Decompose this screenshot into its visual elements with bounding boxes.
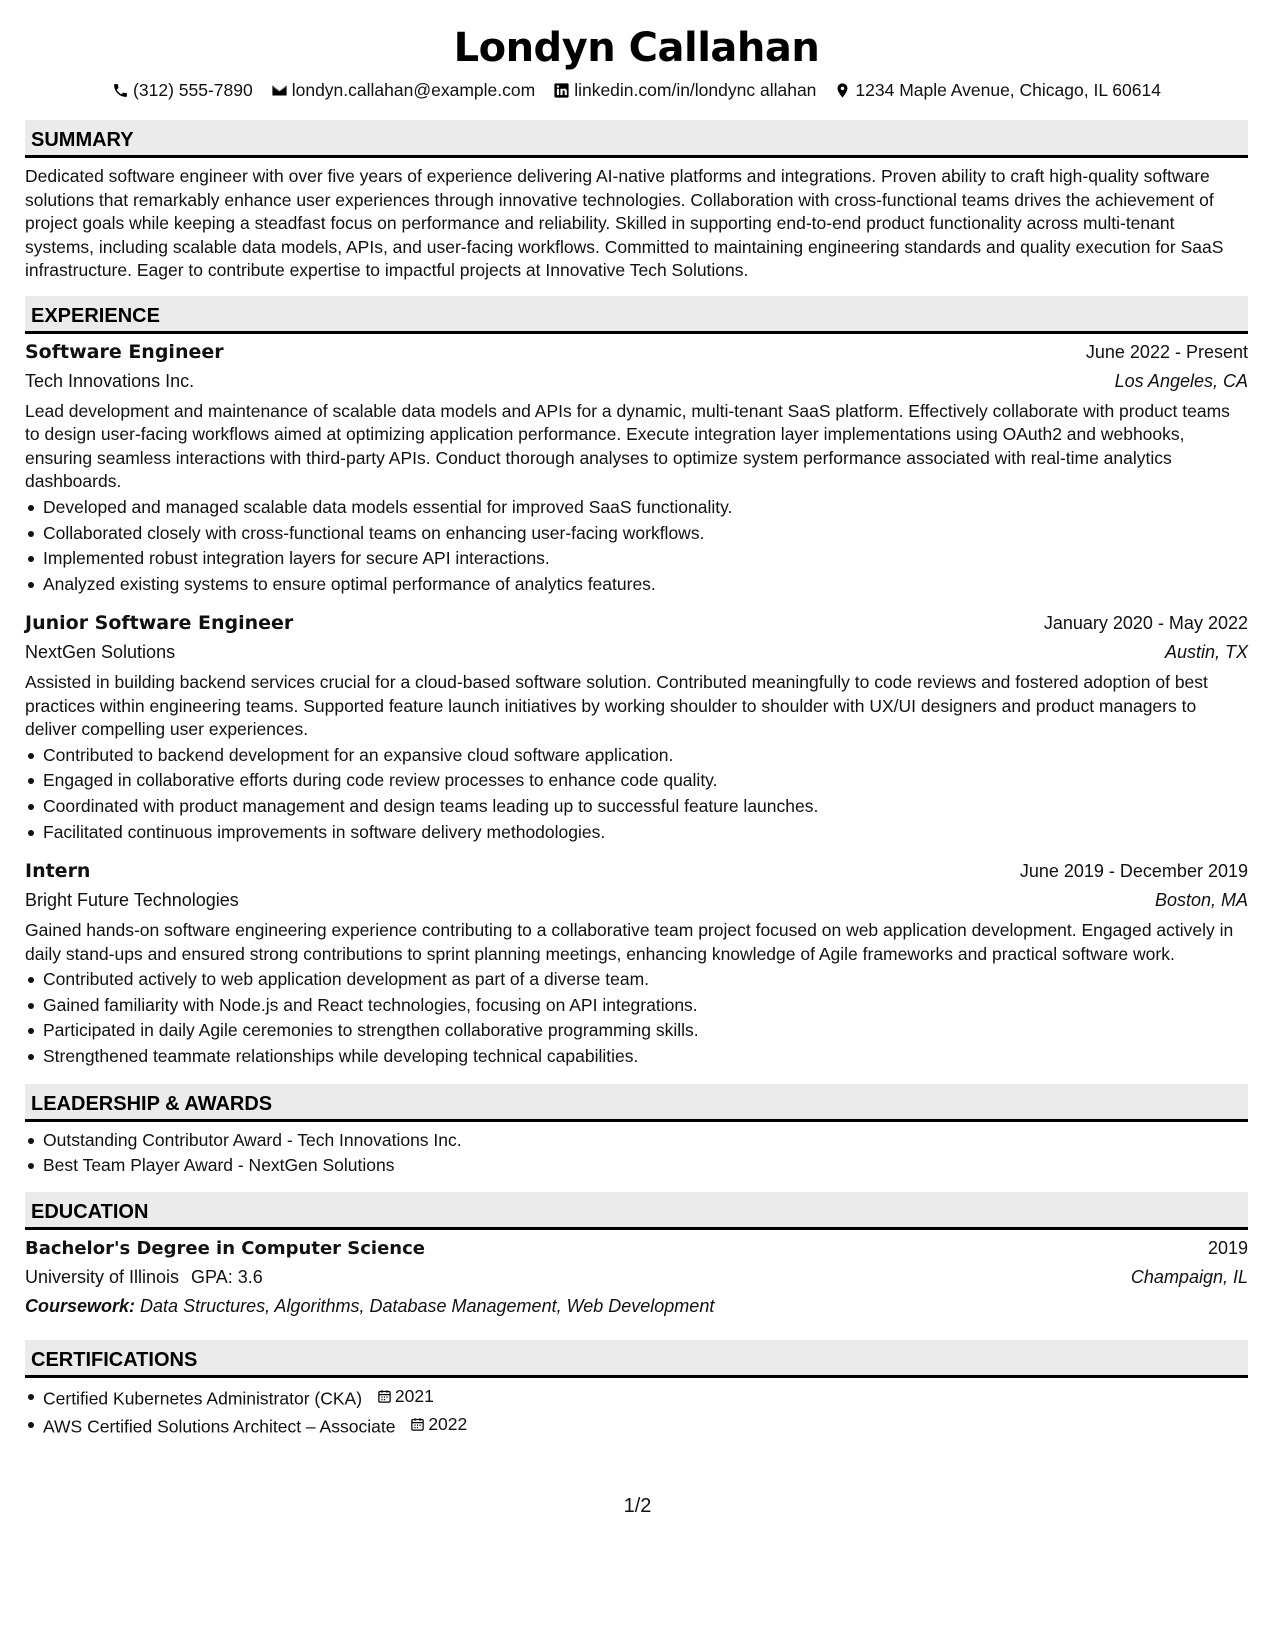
job-location: Los Angeles, CA: [1114, 370, 1248, 391]
calendar-icon: [410, 1417, 425, 1432]
contact-email[interactable]: [271, 78, 535, 102]
list-item: Outstanding Contributor Award - Tech Innovations Inc.: [25, 1128, 1248, 1154]
section-title: LEADERSHIP & AWARDS: [25, 1084, 1248, 1122]
cert-name: Certified Kubernetes Administrator (CKA): [43, 1388, 363, 1409]
job-description: Assisted in building backend services crucial for a cloud-based software solution. Contributed meaningfully to code reviews and fostered adoption of best practices within engineering teams. Supported feature launch initiatives by working shoulder to shoulder with UX/UI designers and product managers to deliver compelling user experiences.: [25, 672, 1208, 740]
linkedin-icon: [553, 82, 570, 99]
envelope-icon: [271, 82, 288, 99]
contact-bar: [25, 78, 1248, 102]
phone-text: (312) 555-7890: [133, 80, 253, 100]
contact-address: [834, 78, 1161, 102]
list-item: Engaged in collaborative efforts during code review processes to enhance code quality.: [25, 768, 1248, 794]
graduation-year: 2019: [1207, 1237, 1248, 1258]
list-item: Gained familiarity with Node.js and React technologies, focusing on API integrations.: [25, 993, 1248, 1019]
leadership-section: [25, 1084, 1248, 1179]
job-location: Austin, TX: [1164, 642, 1248, 663]
list-item: [25, 1412, 1248, 1440]
experience-list: [25, 334, 1248, 1070]
job-description: Gained hands-on software engineering experience contributing to a collaborative team project focused on web application development. Engaged actively in daily stand-ups and ensured strong contributions to sprint planning meetings, enhancing knowledge of Agile frameworks and practical software work.: [25, 920, 1234, 964]
section-title: SUMMARY: [25, 120, 1248, 158]
section-title: CERTIFICATIONS: [25, 1340, 1248, 1378]
education-entry: [25, 1230, 1248, 1321]
school-location: Champaign, IL: [1130, 1266, 1248, 1287]
coursework-label: Coursework:: [25, 1295, 136, 1316]
cert-name: AWS Certified Solutions Architect – Associate: [43, 1415, 396, 1436]
job-dates: June 2022 - Present: [1085, 341, 1248, 362]
summary-text: Dedicated software engineer with over five years of experience delivering AI-native platforms and integrations. Proven ability to craft high-quality software solutions that remarkably enhance user experiences through innovative technologies. Collaboration with cross-functional teams drives the achievement of project goals while keeping a steadfast focus on performance and reliability. Skilled in supporting end-to-end product functionality across multi-tenant systems, including scalable data models, APIs, and user-facing workflows. Committed to maintaining engineering standards and quality execution for SaaS infrastructure. Eager to contribute expertise to impactful projects at Innovative Tech Solutions.: [25, 166, 1224, 281]
summary-section: [25, 120, 1248, 283]
list-item: Coordinated with product management and design teams leading up to successful feature launches.: [25, 794, 1248, 820]
company-name: Bright Future Technologies: [25, 890, 239, 911]
job-title: Junior Software Engineer: [25, 612, 294, 635]
phone-icon: [112, 82, 129, 99]
list-item: [25, 1384, 1248, 1412]
candidate-name: Londyn Callahan: [453, 25, 820, 71]
list-item: Facilitated continuous improvements in software delivery methodologies.: [25, 820, 1248, 846]
certifications-list: [25, 1379, 1248, 1440]
list-item: Implemented robust integration layers for secure API interactions.: [25, 546, 1248, 572]
job-location: Boston, MA: [1154, 890, 1248, 911]
degree-name: Bachelor's Degree in Computer Science: [25, 1237, 425, 1259]
calendar-icon: [377, 1389, 392, 1404]
section-title: EDUCATION: [25, 1192, 1248, 1230]
job-title: Intern: [25, 860, 91, 883]
job-description: Lead development and maintenance of scalable data models and APIs for a dynamic, multi-tenant SaaS platform. Effectively collaborate with product teams to design user-facing workflows aimed at optimizing application performance. Execute integration layer implementations using OAuth2 and webhooks, ensuring seamless interactions with third-party APIs. Conduct thorough analyses to optimize system performance associated with real-time analytics dashboards.: [25, 400, 1230, 492]
cert-year: 2022: [428, 1413, 468, 1434]
job-bullets: [25, 495, 1248, 597]
company-name: Tech Innovations Inc.: [25, 370, 195, 391]
gpa: GPA: 3.6: [191, 1266, 263, 1287]
coursework-list: Data Structures, Algorithms, Database Management, Web Development: [140, 1295, 715, 1316]
job-bullets: [25, 743, 1248, 845]
job-dates: June 2019 - December 2019: [1019, 861, 1248, 882]
list-item: Developed and managed scalable data models essential for improved SaaS functionality.: [25, 495, 1248, 521]
list-item: Collaborated closely with cross-functional teams on enhancing user-facing workflows.: [25, 521, 1248, 547]
job-entry: [25, 609, 1248, 845]
list-item: Contributed to backend development for an expansive cloud software application.: [25, 743, 1248, 769]
address-text: 1234 Maple Avenue, Chicago, IL 60614: [855, 80, 1161, 100]
school-name: University of Illinois: [25, 1266, 180, 1287]
job-title: Software Engineer: [25, 340, 224, 363]
list-item: Contributed actively to web application development as part of a diverse team.: [25, 967, 1248, 993]
job-bullets: [25, 967, 1248, 1069]
linkedin-link[interactable]: linkedin.com/in/londync allahan: [574, 80, 817, 100]
certifications-section: [25, 1340, 1248, 1440]
contact-linkedin[interactable]: [553, 78, 816, 102]
section-title: EXPERIENCE: [25, 296, 1248, 334]
experience-section: [25, 296, 1248, 1070]
list-item: Best Team Player Award - NextGen Solutions: [25, 1153, 1248, 1179]
cert-year: 2021: [394, 1385, 434, 1406]
email-link[interactable]: londyn.callahan@example.com: [291, 80, 536, 100]
job-dates: January 2020 - May 2022: [1043, 613, 1248, 634]
list-item: Strengthened teammate relationships while developing technical capabilities.: [25, 1044, 1248, 1070]
resume-page: [25, 22, 1248, 1440]
contact-phone: [112, 78, 253, 102]
list-item: Participated in daily Agile ceremonies to strengthen collaborative programming skills.: [25, 1018, 1248, 1044]
list-item: Analyzed existing systems to ensure optimal performance of analytics features.: [25, 572, 1248, 598]
education-section: [25, 1192, 1248, 1321]
job-entry: [25, 857, 1248, 1069]
company-name: NextGen Solutions: [25, 642, 176, 663]
page-number: 1/2: [623, 1495, 652, 1517]
map-pin-icon: [834, 82, 851, 99]
coursework: [25, 1292, 1248, 1321]
awards-list: [25, 1123, 1248, 1179]
job-entry: [25, 338, 1248, 597]
